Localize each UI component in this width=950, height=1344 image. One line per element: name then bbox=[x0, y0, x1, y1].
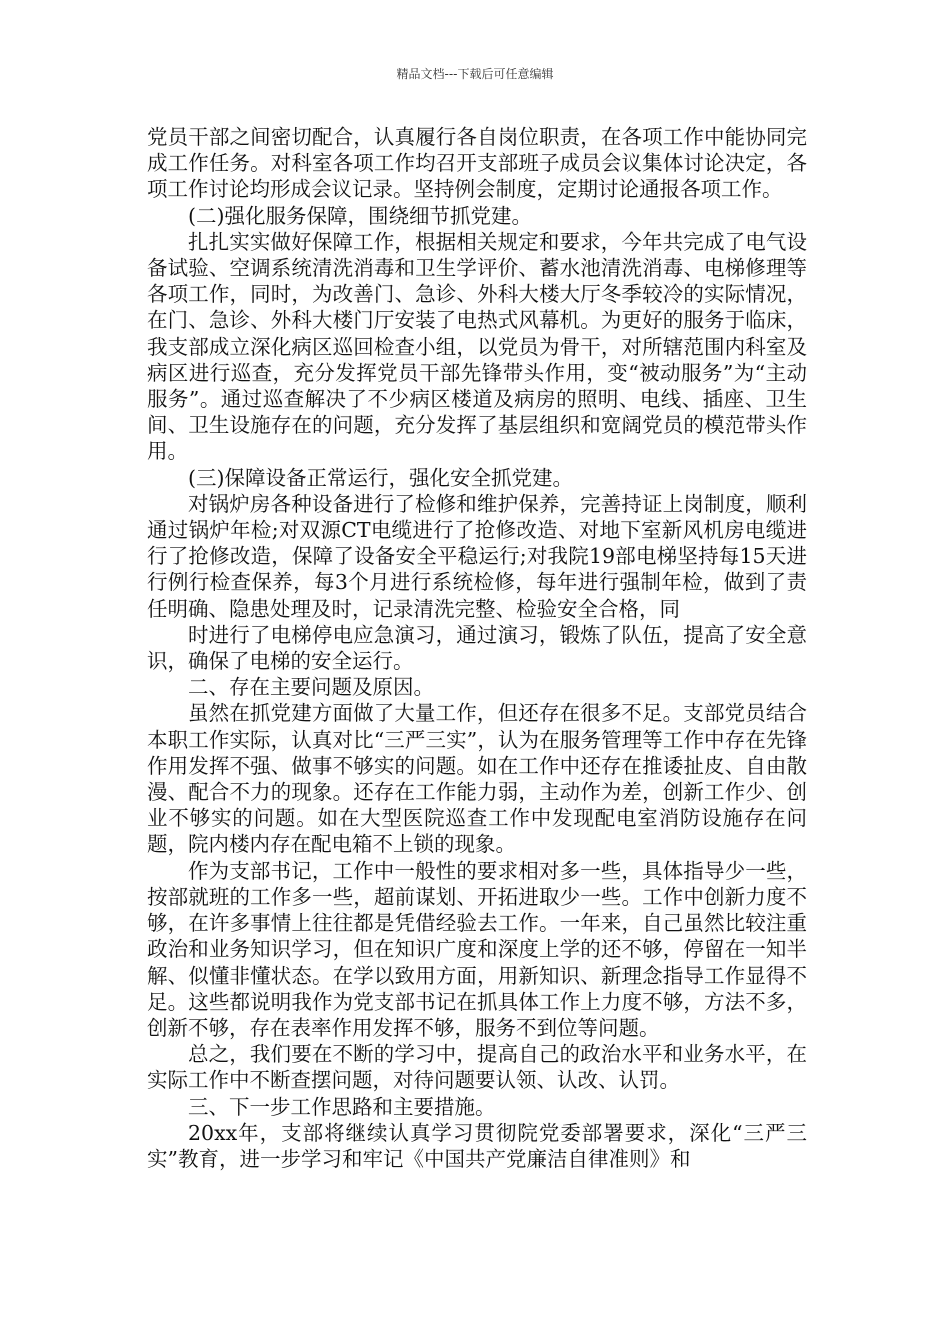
document-body bbox=[147, 124, 807, 1172]
body-paragraph: 对锅炉房各种设备进行了检修和维护保养，完善持证上岗制度，顺利通过锅炉年检;对双源CT电缆进行了抢修改造、对地下室新风机房电缆进行了抢修改造，保障了设备安全平稳运行;对我院19部电梯坚持每15天进行例行检查保养，每3个月进行系统检修，每年进行强制年检，做到了责任明确、隐患处理及时，记录清洗完整、检验安全合格，同 bbox=[147, 491, 807, 621]
body-paragraph: 扎扎实实做好保障工作，根据相关规定和要求，今年共完成了电气设备试验、空调系统清洗消毒和卫生学评价、蓄水池清洗消毒、电梯修理等各项工作，同时，为改善门、急诊、外科大楼大厅冬季较冷的实际情况，在门、急诊、外科大楼门厅安装了电热式风幕机。为更好的服务于临床，我支部成立深化病区巡回检查小组，以党员为骨干，对所辖范围内科室及病区进行巡查，充分发挥党员干部先锋带头作用，变“被动服务”为“主动服务”。通过巡查解决了不少病区楼道及病房的照明、电线、插座、卫生间、卫生设施存在的问题，充分发挥了基层组织和宽阔党员的模范带头作用。 bbox=[147, 229, 807, 464]
page-header: 精品文档---下载后可任意编辑 bbox=[396, 67, 554, 81]
body-paragraph: 时进行了电梯停电应急演习，通过演习，锻炼了队伍，提高了安全意识，确保了电梯的安全运行。 bbox=[147, 622, 807, 674]
body-paragraph: 20xx年，支部将继续认真学习贯彻院党委部署要求，深化“三严三实”教育，进一步学习和牢记《中国共产党廉洁自律准则》和 bbox=[147, 1120, 807, 1171]
body-paragraph: 作为支部书记，工作中一般性的要求相对多一些，具体指导少一些，按部就班的工作多一些，超前谋划、开拓进取少一些。工作中创新力度不够，在许多事情上往往都是凭借经验去工作。一年来，自己虽然比较注重政治和业务知识学习，但在知识广度和深度上学的还不够，停留在一知半解、似懂非懂状态。在学以致用方面，用新知识、新理念指导工作显得不足。这些都说明我作为党支部书记在抓具体工作上力度不够，方法不多，创新不够，存在表率作用发挥不够，服务不到位等问题。 bbox=[147, 858, 807, 1040]
body-paragraph: 总之，我们要在不断的学习中，提高自己的政治水平和业务水平，在实际工作中不断查摆问题，对待问题要认领、认改、认罚。 bbox=[147, 1042, 807, 1093]
section-heading: 二、存在主要问题及原因。 bbox=[188, 675, 434, 700]
section-heading: 三、下一步工作思路和主要措施。 bbox=[188, 1094, 496, 1119]
body-paragraph: 党员干部之间密切配合，认真履行各自岗位职责，在各项工作中能协同完成工作任务。对科室各项工作均召开支部班子成员会议集体讨论决定，各项工作讨论均形成会议记录。坚持例会制度，定期讨论通报各项工作。 bbox=[147, 125, 807, 202]
section-heading: (二)强化服务保障，围绕细节抓党建。 bbox=[188, 203, 532, 228]
section-heading: (三)保障设备正常运行，强化安全抓党建。 bbox=[188, 465, 573, 490]
body-paragraph: 虽然在抓党建方面做了大量工作，但还存在很多不足。支部党员结合本职工作实际，认真对比“三严三实”，认为在服务管理等工作中存在先锋作用发挥不强、做事不够实的问题。如在工作中还存在推诿扯皮、自由散漫、配合不力的现象。还存在工作能力弱，主动作为差，创新工作少、创业不够实的问题。如在大型医院巡查工作中发现配电室消防设施存在问题，院内楼内存在配电箱不上锁的现象。 bbox=[147, 701, 807, 857]
